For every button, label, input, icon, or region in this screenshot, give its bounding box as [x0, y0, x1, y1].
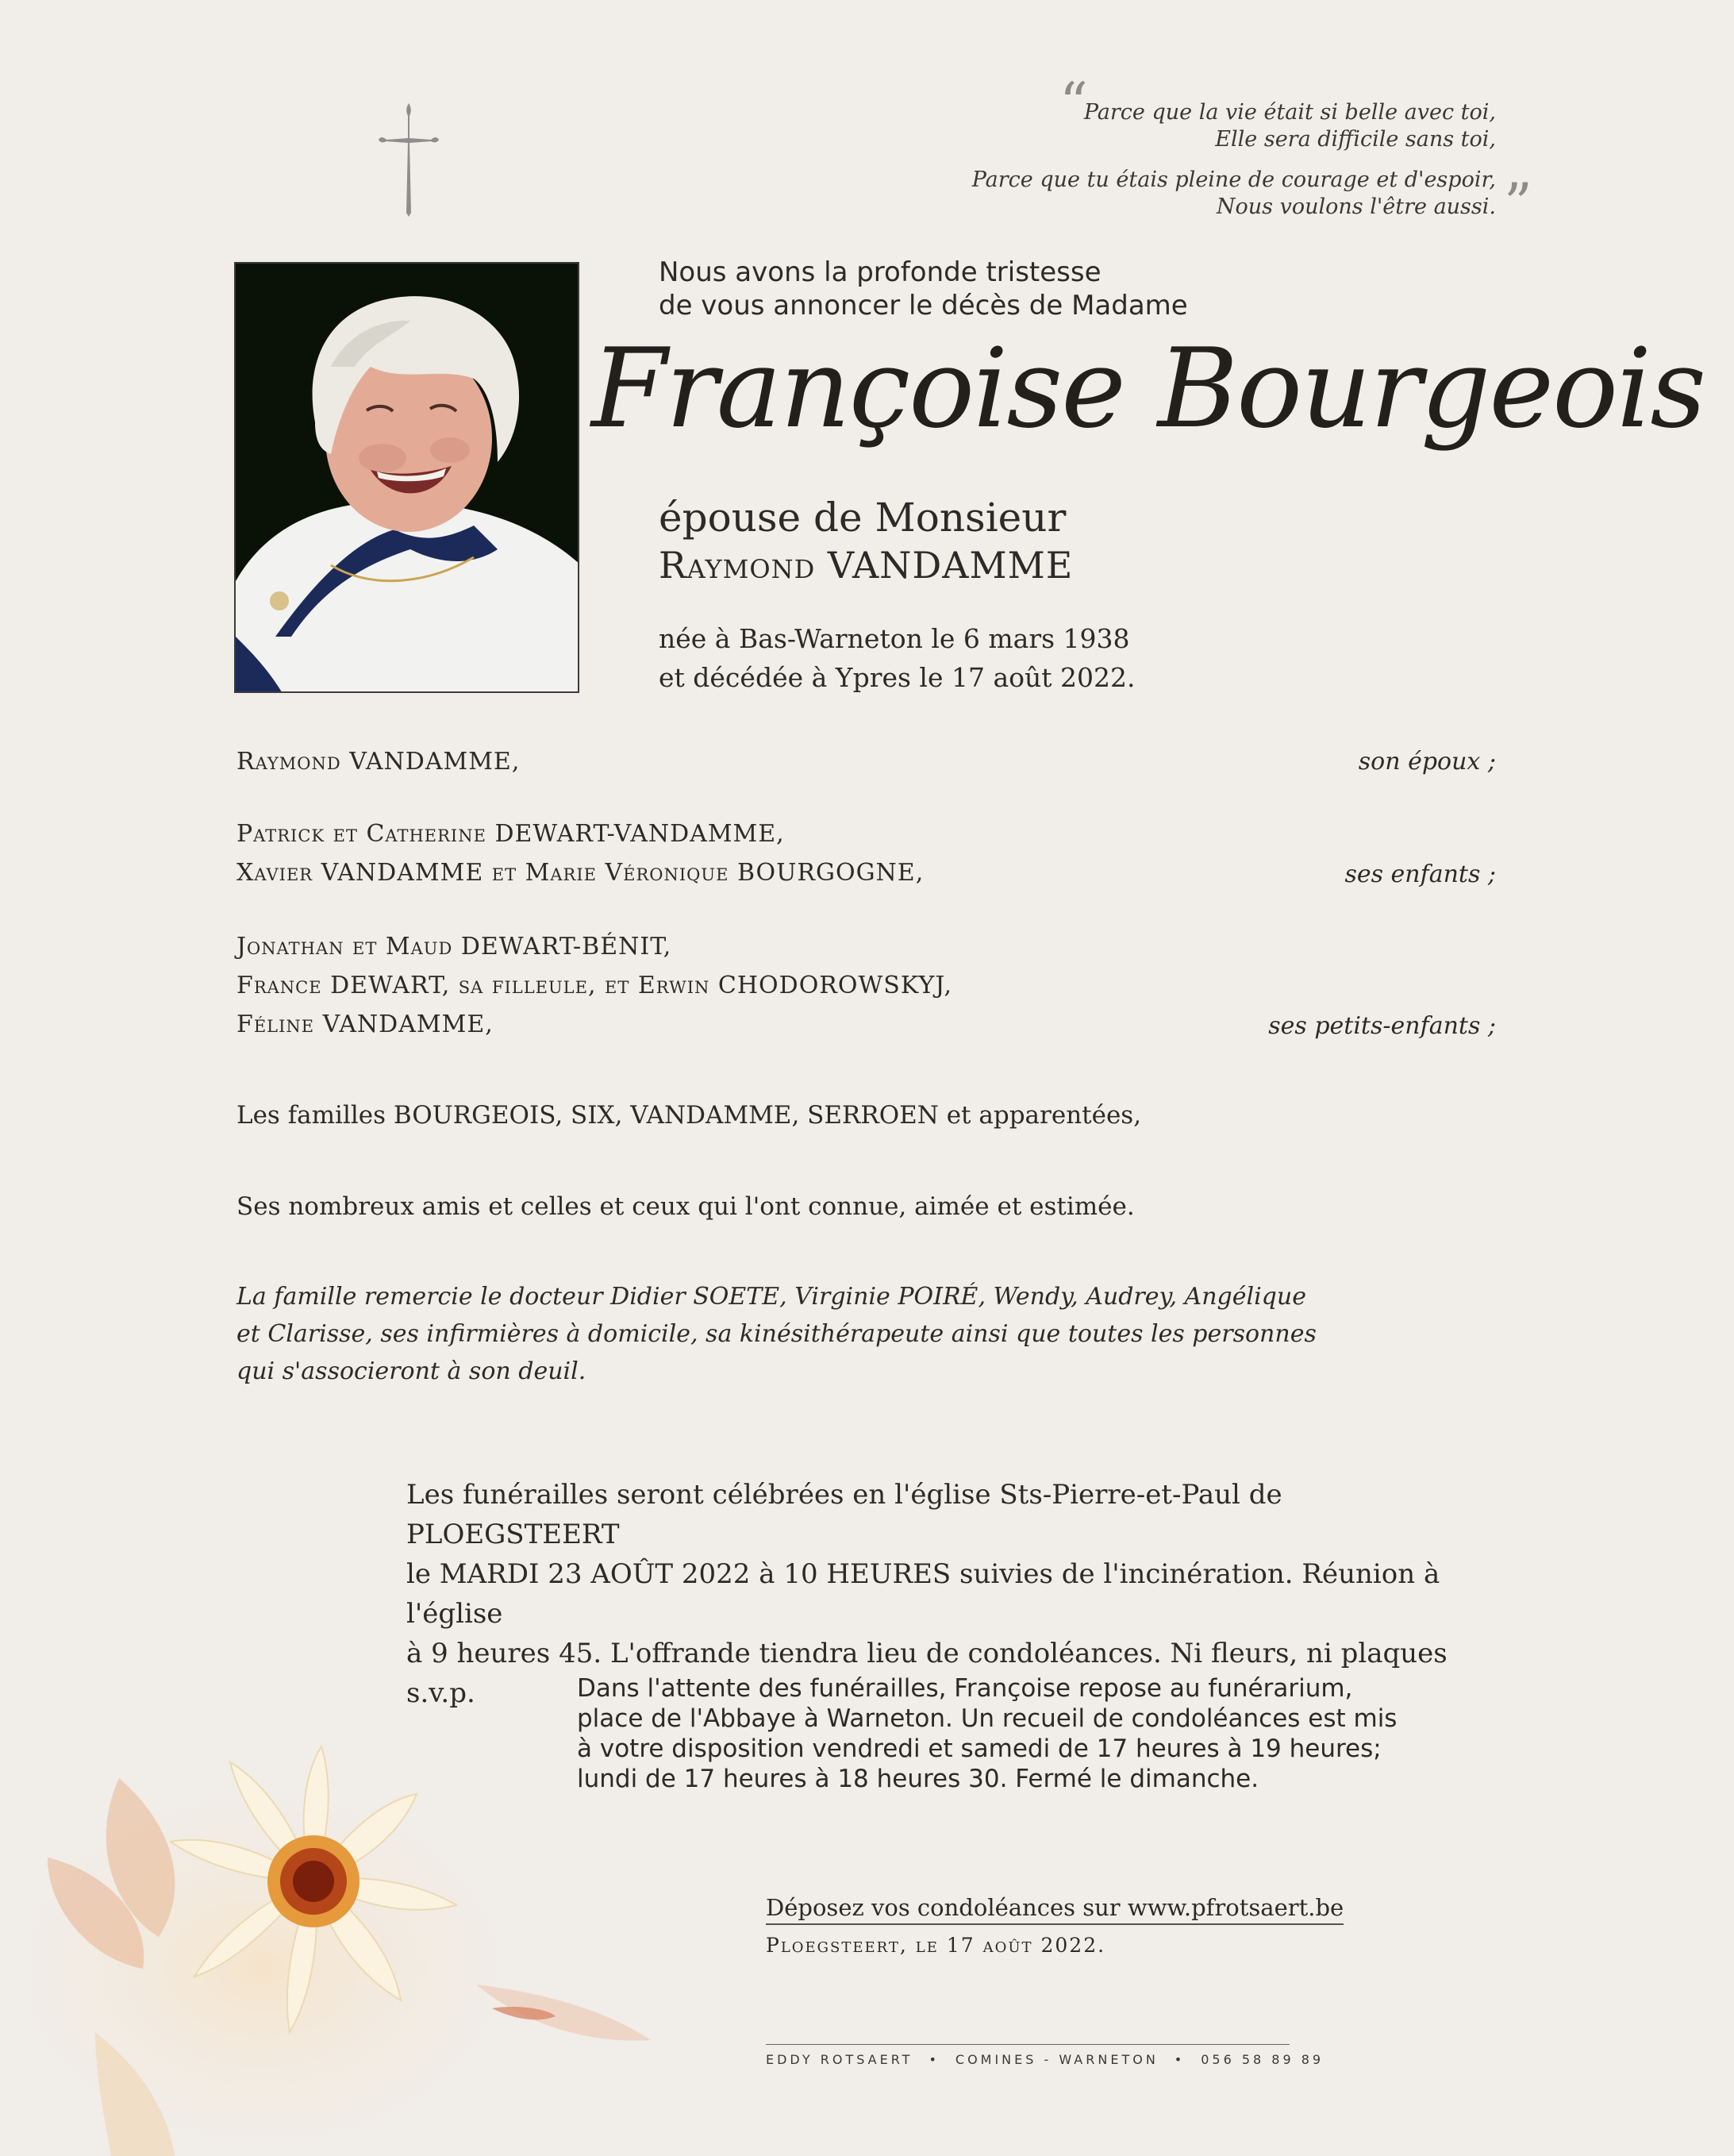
- cross-icon: [377, 102, 440, 217]
- family-grandchildren-2: France DEWART, sa filleule, et Erwin CHODOROWSKYJ,: [236, 972, 953, 999]
- thanks-paragraph: [236, 1278, 1317, 1390]
- intro-line-2: de vous annoncer le décès de Madame: [659, 290, 1188, 321]
- spouse-line-2: Raymond VANDAMME: [659, 544, 1074, 587]
- condolences-link[interactable]: Déposez vos condoléances sur www.pfrotsaert.be: [766, 1893, 1344, 1925]
- quote-line-3: Parce que tu étais pleine de courage et d'espoir,: [971, 167, 1496, 192]
- quote-line-2: Elle sera difficile sans toi,: [1215, 127, 1496, 152]
- birth-death-dates: [659, 619, 1136, 697]
- friends-line: Ses nombreux amis et celles et ceux qui l'ont connue, aimée et estimée.: [236, 1192, 1135, 1221]
- repose-line-3: à votre disposition vendredi et samedi de 17 heures à 19 heures;: [577, 1734, 1382, 1763]
- open-quote-icon: “: [1059, 71, 1088, 136]
- repose-line-1: Dans l'attente des funérailles, Françoise repose au funérarium,: [577, 1674, 1353, 1703]
- quote-line-1: Parce que la vie était si belle avec toi,: [1083, 100, 1496, 125]
- deceased-name: Françoise Bourgeois: [591, 325, 1705, 452]
- flower-decoration: [0, 1731, 794, 2156]
- funeral-line-1: Les funérailles seront célébrées en l'église Sts-Pierre-et-Paul de PLOEGSTEERT: [406, 1479, 1282, 1550]
- spouse-block: [659, 494, 1073, 589]
- family-children-1: Patrick et Catherine DEWART-VANDAMME,: [236, 820, 785, 848]
- footer-divider: [766, 2044, 1290, 2045]
- footer-company: EDDY ROTSAERT: [766, 2052, 913, 2067]
- birth-line: née à Bas-Warneton le 6 mars 1938: [659, 623, 1130, 654]
- funeral-line-3: à 9 heures 45. L'offrande tiendra lieu de condoléances. Ni fleurs, ni plaques s.v.p.: [406, 1638, 1448, 1709]
- family-children-2: Xavier VANDAMME et Marie Véronique BOURGOGNE,: [236, 859, 925, 887]
- bullet-icon: •: [929, 2052, 940, 2067]
- footer: [766, 2052, 1324, 2067]
- footer-location: COMINES - WARNETON: [955, 2052, 1159, 2067]
- role-husband: son époux ;: [1358, 748, 1496, 776]
- role-children: ses enfants ;: [1344, 860, 1496, 888]
- family-husband: Raymond VANDAMME,: [236, 748, 521, 776]
- bullet-icon: •: [1174, 2052, 1186, 2067]
- family-grandchildren-1: Jonathan et Maud DEWART-BÉNIT,: [236, 933, 672, 961]
- funeral-line-2: le MARDI 23 AOÛT 2022 à 10 HEURES suivies de l'incinération. Réunion à l'église: [406, 1558, 1440, 1630]
- spouse-line-1: épouse de Monsieur: [659, 495, 1067, 541]
- intro-line-1: Nous avons la profonde tristesse: [659, 256, 1102, 288]
- dateline: Ploegsteert, le 17 août 2022.: [766, 1934, 1106, 1957]
- role-grandchildren: ses petits-enfants ;: [1268, 1012, 1496, 1040]
- announcement-intro: [659, 256, 1188, 322]
- close-quote-icon: ”: [1504, 171, 1532, 237]
- footer-phone: 056 58 89 89: [1201, 2052, 1325, 2067]
- thanks-line-1: La famille remercie le docteur Didier SOETE, Virginie POIRÉ, Wendy, Audrey, Angélique: [236, 1283, 1306, 1311]
- portrait-photo: [234, 262, 579, 693]
- repose-line-2: place de l'Abbaye à Warneton. Un recueil de condoléances est mis: [577, 1704, 1398, 1733]
- thanks-line-3: qui s'associeront à son deuil.: [236, 1357, 586, 1385]
- repose-line-4: lundi de 17 heures à 18 heures 30. Fermé le dimanche.: [577, 1765, 1259, 1793]
- quote-line-4: Nous voulons l'être aussi.: [1216, 194, 1496, 219]
- death-line: et décédée à Ypres le 17 août 2022.: [659, 662, 1136, 693]
- families-line: Les familles BOURGEOIS, SIX, VANDAMME, SERROEN et apparentées,: [236, 1101, 1142, 1130]
- thanks-line-2: et Clarisse, ses infirmières à domicile, sa kinésithérapeute ainsi que toutes les personnes: [236, 1320, 1317, 1348]
- quote-block: [972, 99, 1496, 221]
- family-grandchildren-3: Féline VANDAMME,: [236, 1011, 494, 1038]
